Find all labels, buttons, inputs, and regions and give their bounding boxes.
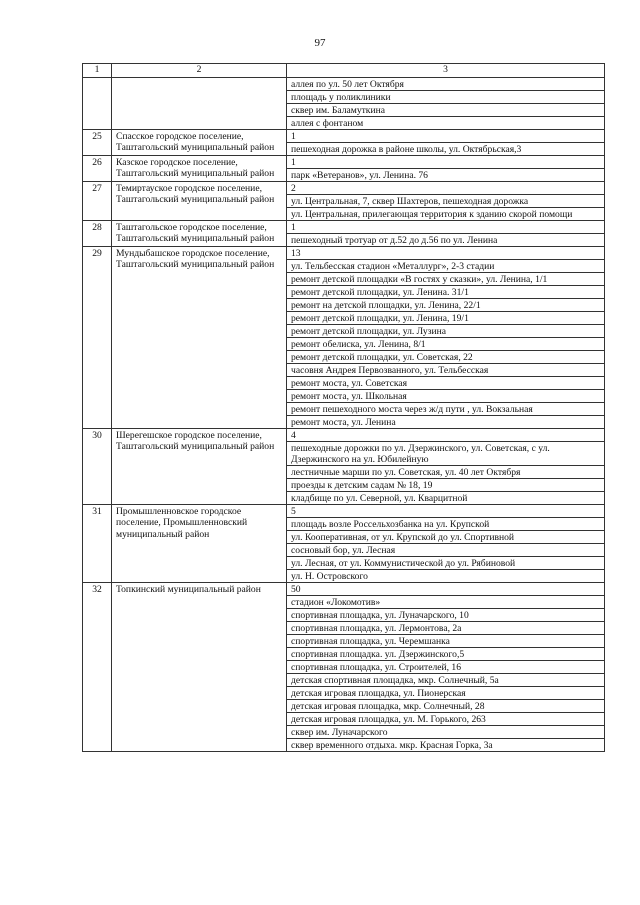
object-item: лестничные марши по ул. Советская, ул. 40 лет Октября <box>287 466 605 479</box>
object-item: ремонт детской площадки, ул. Лузина <box>287 325 605 338</box>
row-number: 29 <box>83 247 112 429</box>
municipality-name: Спасское городское поселение, Таштагольский муниципальный район <box>112 130 287 156</box>
row-number: 26 <box>83 156 112 182</box>
object-item: пешеходные дорожки по ул. Дзержинского, ул. Советская, с ул. Дзержинского на ул. Юбилейную <box>287 442 605 466</box>
object-item: пешеходная дорожка в районе школы, ул. Октябрьская,3 <box>287 143 605 156</box>
object-item: сквер временного отдыха. мкр. Красная Горка, 3а <box>287 739 605 752</box>
object-item: часовня Андрея Первозванного, ул. Тельбесская <box>287 364 605 377</box>
object-item: ремонт обелиска, ул. Ленина, 8/1 <box>287 338 605 351</box>
row-number: 30 <box>83 429 112 505</box>
object-item: ремонт детской площадки, ул. Советская, 22 <box>287 351 605 364</box>
municipality-name: Темиртауское городское поселение, Таштагольский муниципальный район <box>112 182 287 221</box>
municipality-name <box>112 78 287 130</box>
object-item: ремонт детской площадки «В гостях у сказки», ул. Ленина, 1/1 <box>287 273 605 286</box>
page-number: 97 <box>314 37 326 49</box>
object-item: ул. Центральная, 7, сквер Шахтеров, пешеходная дорожка <box>287 195 605 208</box>
object-item: спортивная площадка. ул. Дзержинского,5 <box>287 648 605 661</box>
object-item: спортивная площадка, ул. Строителей, 16 <box>287 661 605 674</box>
municipality-name: Шерегешское городское поселение, Таштагольский муниципальный район <box>112 429 287 505</box>
table-row <box>83 221 605 234</box>
object-item: ремонт моста, ул. Школьная <box>287 390 605 403</box>
row-number: 25 <box>83 130 112 156</box>
row-number <box>83 78 112 130</box>
table-row <box>83 429 605 442</box>
object-item: кладбище по ул. Северной, ул. Кварцитной <box>287 492 605 505</box>
municipality-name: Промышленновское городское поселение, Промышленновский муниципальный район <box>112 505 287 583</box>
object-item: сквер им. Баламуткина <box>287 104 605 117</box>
table-row <box>83 182 605 195</box>
object-count: 50 <box>287 583 605 596</box>
object-item: спортивная площадка, ул. Лермонтова, 2а <box>287 622 605 635</box>
municipality-name: Топкинский муниципальный район <box>112 583 287 752</box>
objects-table <box>82 63 605 752</box>
object-item: ремонт детской площадки, ул. Ленина, 19/1 <box>287 312 605 325</box>
object-item: аллея с фонтаном <box>287 117 605 130</box>
row-number: 31 <box>83 505 112 583</box>
object-count: 5 <box>287 505 605 518</box>
object-item: детская игровая площадка, ул. Пионерская <box>287 687 605 700</box>
column-header: 3 <box>287 64 605 78</box>
object-item: ремонт на детской площадки, ул. Ленина, 22/1 <box>287 299 605 312</box>
object-item: детская спортивная площадка, мкр. Солнечный, 5а <box>287 674 605 687</box>
object-item: площадь у поликлиники <box>287 91 605 104</box>
table-row <box>83 247 605 260</box>
header-row <box>83 64 605 78</box>
object-item: пешеходный тротуар от д.52 до д.56 по ул. Ленина <box>287 234 605 247</box>
object-item: ул. Тельбесская стадион «Металлург», 2-3 стадии <box>287 260 605 273</box>
table-row <box>83 583 605 596</box>
object-item: спортивная площадка, ул. Луначарского, 10 <box>287 609 605 622</box>
row-number: 27 <box>83 182 112 221</box>
municipality-name: Казское городское поселение, Таштагольский муниципальный район <box>112 156 287 182</box>
row-number: 28 <box>83 221 112 247</box>
object-count: 1 <box>287 221 605 234</box>
object-item: площадь возле Россельхозбанка на ул. Крупской <box>287 518 605 531</box>
object-item: ул. Кооперативная, от ул. Крупской до ул. Спортивной <box>287 531 605 544</box>
table-row <box>83 505 605 518</box>
object-item: аллея по ул. 50 лет Октября <box>287 78 605 91</box>
object-item: сосновый бор, ул. Лесная <box>287 544 605 557</box>
object-item: сквер им. Луначарского <box>287 726 605 739</box>
object-item: ремонт моста, ул. Советская <box>287 377 605 390</box>
object-count: 2 <box>287 182 605 195</box>
object-item: ремонт детской площадки, ул. Ленина. 31/1 <box>287 286 605 299</box>
object-item: ремонт пешеходного моста через ж/д пути , ул. Вокзальная <box>287 403 605 416</box>
object-item: детская игровая площадка, ул. М. Горького, 263 <box>287 713 605 726</box>
object-count: 4 <box>287 429 605 442</box>
table-row <box>83 130 605 143</box>
object-item: детская игровая площадка, мкр. Солнечный, 28 <box>287 700 605 713</box>
column-header: 1 <box>83 64 112 78</box>
object-item: парк «Ветеранов», ул. Ленина. 76 <box>287 169 605 182</box>
object-count: 1 <box>287 130 605 143</box>
object-item: спортивная площадка, ул. Черемшанка <box>287 635 605 648</box>
object-count: 1 <box>287 156 605 169</box>
column-header: 2 <box>112 64 287 78</box>
object-item: ремонт моста, ул. Ленина <box>287 416 605 429</box>
object-item: проезды к детским садам № 18, 19 <box>287 479 605 492</box>
table-row <box>83 156 605 169</box>
object-item: стадион «Локомотив» <box>287 596 605 609</box>
municipality-name: Таштагольское городское поселение, Таштагольский муниципальный район <box>112 221 287 247</box>
municipality-name: Мундыбашское городское поселение, Таштагольский муниципальный район <box>112 247 287 429</box>
object-count: 13 <box>287 247 605 260</box>
table-row <box>83 78 605 91</box>
object-item: ул. Центральная, прилегающая территория к зданию скорой помощи <box>287 208 605 221</box>
object-item: ул. Лесная, от ул. Коммунистической до ул. Рябиновой <box>287 557 605 570</box>
object-item: ул. Н. Островского <box>287 570 605 583</box>
row-number: 32 <box>83 583 112 752</box>
